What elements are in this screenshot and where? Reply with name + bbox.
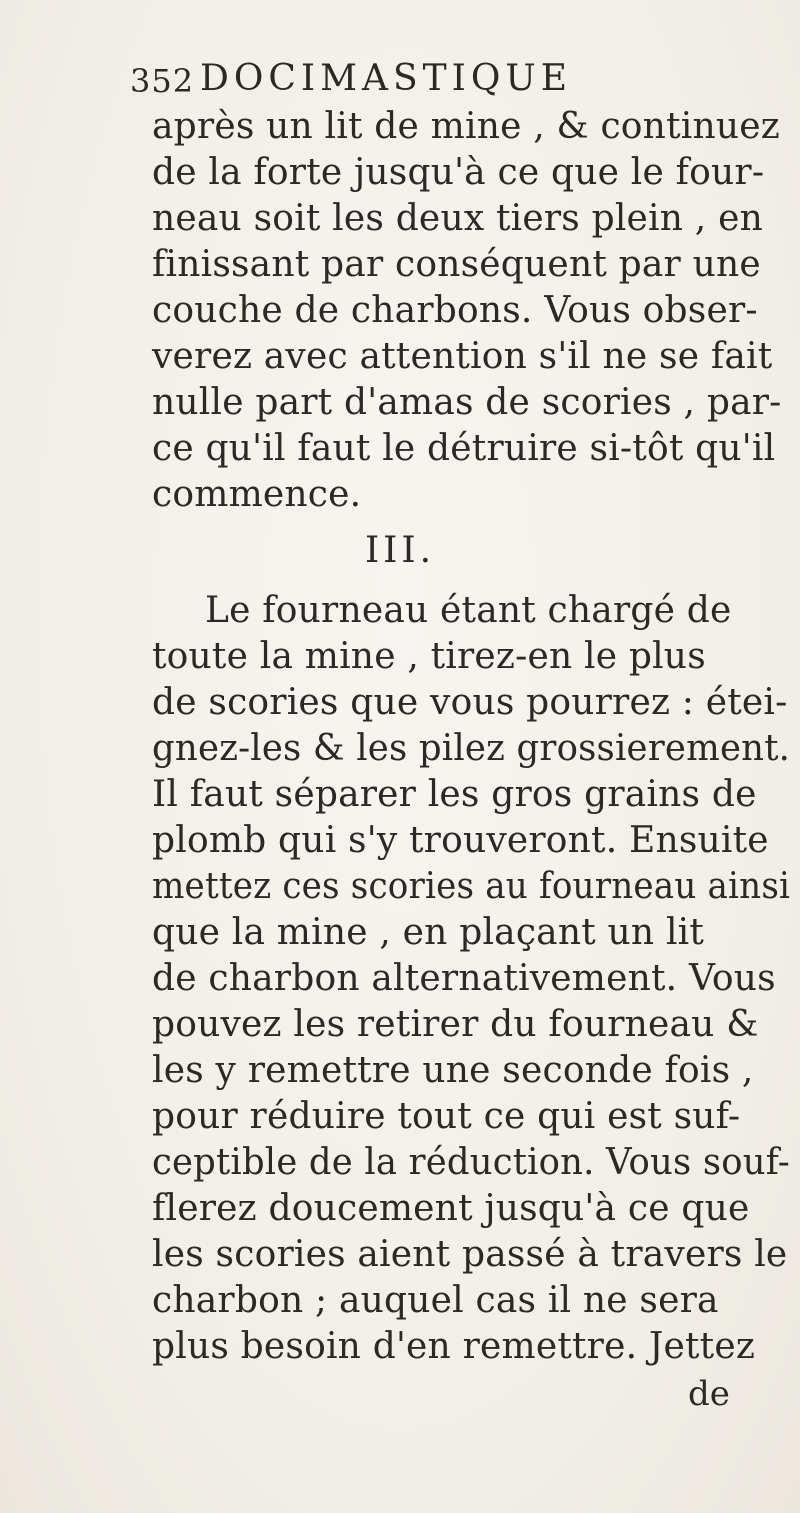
catchword: de	[688, 1374, 730, 1414]
text-line: Le fourneau étant chargé de	[205, 590, 732, 631]
text-line: Il faut séparer les gros grains de	[152, 774, 757, 815]
text-line: verez avec attention s'il ne se fait	[152, 336, 773, 377]
text-line: les y remettre une seconde fois ,	[152, 1050, 754, 1091]
text-line: de scories que vous pourrez : étei-	[152, 682, 788, 723]
text-line: charbon ; auquel cas il ne sera	[152, 1280, 719, 1321]
section-number: III.	[364, 530, 436, 571]
text-line: nulle part d'amas de scories , par-	[152, 382, 782, 423]
text-line: finissant par conséquent par une	[152, 244, 761, 285]
text-line: ce qu'il faut le détruire si-tôt qu'il	[152, 428, 776, 469]
text-line: commence.	[152, 474, 362, 515]
running-title: DOCIMASTIQUE	[200, 58, 573, 99]
text-line: plus besoin d'en remettre. Jettez	[152, 1326, 756, 1367]
text-line: couche de charbons. Vous obser-	[152, 290, 758, 331]
text-line: ceptible de la réduction. Vous souf-	[152, 1142, 790, 1183]
text-line: mettez ces scories au fourneau ainsi	[152, 866, 791, 907]
text-line: que la mine , en plaçant un lit	[152, 912, 705, 953]
text-line: après un lit de mine , & continuez	[152, 106, 780, 147]
text-line: les scories aient passé à travers le	[152, 1234, 788, 1275]
text-line: pour réduire tout ce qui est suf-	[152, 1096, 741, 1137]
text-line: plomb qui s'y trouveront. Ensuite	[152, 820, 769, 861]
text-line: toute la mine , tirez-en le plus	[152, 636, 706, 677]
text-line: pouvez les retirer du fourneau &	[152, 1004, 759, 1045]
running-head	[130, 58, 573, 100]
text-line: neau soit les deux tiers plein , en	[152, 198, 763, 239]
text-line: de la forte jusqu'à ce que le four-	[152, 152, 765, 193]
page-number: 352	[130, 62, 195, 100]
text-line: gnez-les & les pilez grossierement.	[152, 728, 791, 769]
text-line: de charbon alternativement. Vous	[152, 958, 776, 999]
text-line: flerez doucement jusqu'à ce que	[152, 1188, 750, 1229]
